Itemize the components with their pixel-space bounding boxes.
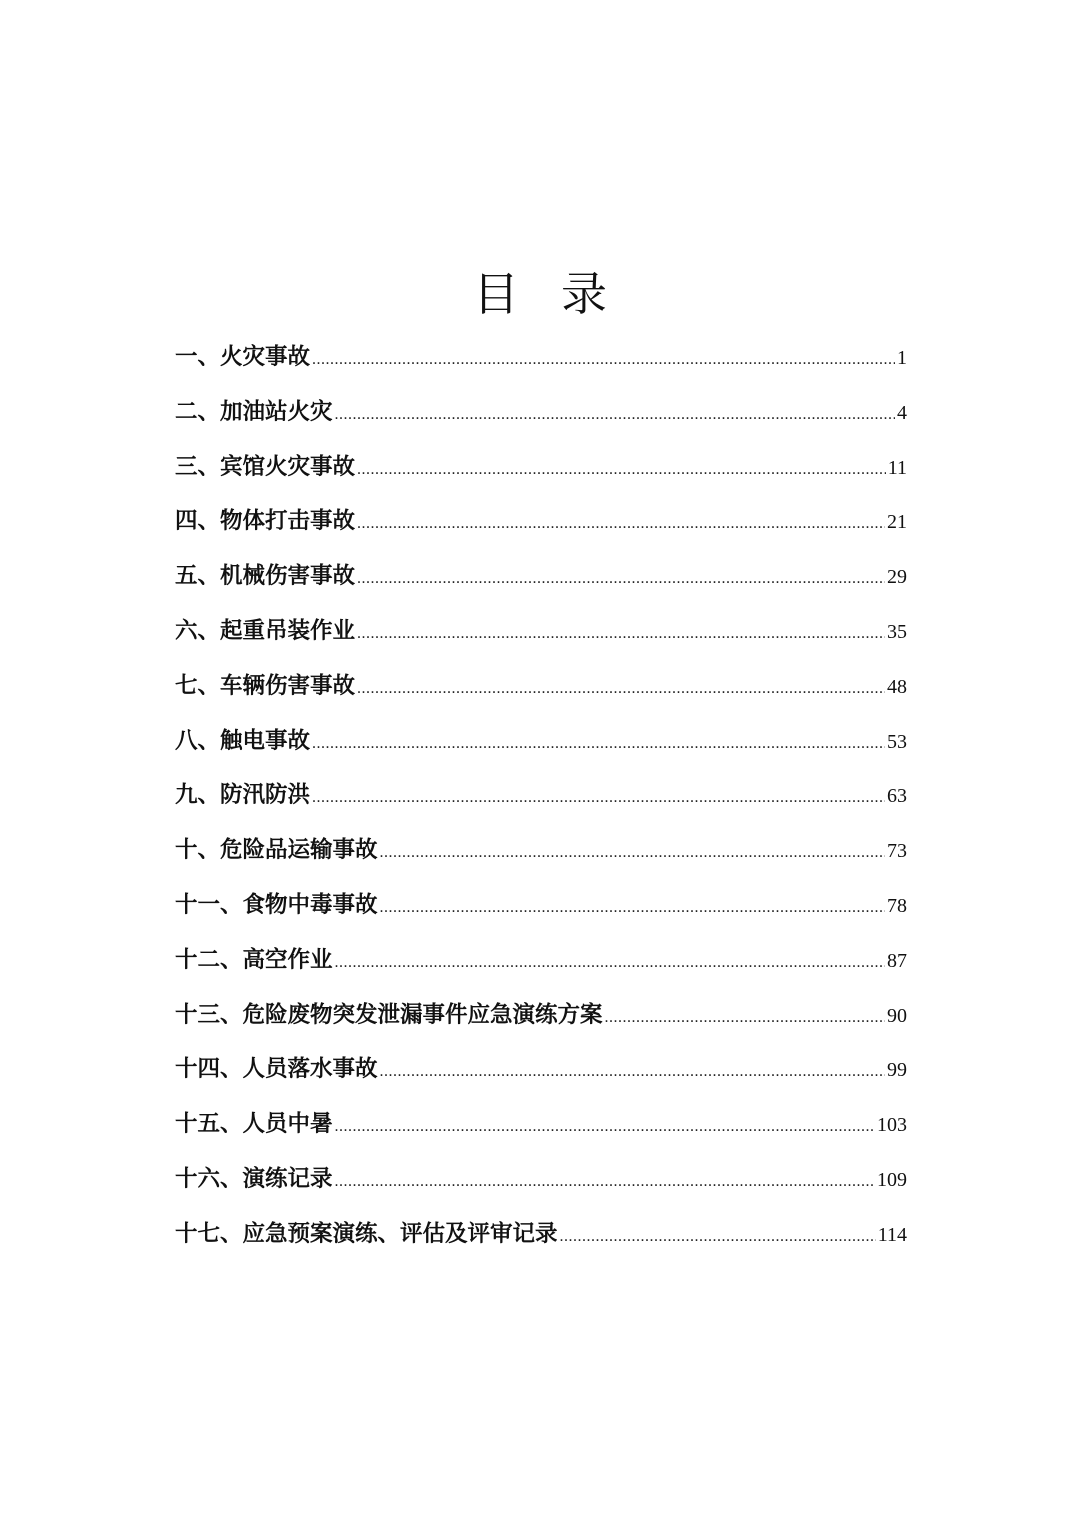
toc-entry-page-number: 35 (887, 620, 907, 643)
table-of-contents (175, 330, 907, 1262)
toc-entry-8[interactable] (175, 714, 907, 769)
toc-entry-page-number: 103 (877, 1114, 907, 1137)
dot-leader (357, 497, 885, 552)
toc-entry-1[interactable] (175, 330, 907, 385)
toc-entry-page-number: 99 (887, 1059, 907, 1082)
toc-entry-page-number: 1 (897, 347, 907, 369)
toc-entry-14[interactable] (175, 1042, 907, 1097)
dot-leader (380, 1045, 885, 1100)
toc-entry-label: 十、危险品运输事故 (175, 837, 378, 864)
toc-entry-page-number: 87 (887, 949, 907, 972)
dot-leader (357, 552, 885, 607)
toc-entry-page-number: 73 (887, 840, 907, 863)
dot-leader (335, 936, 885, 991)
toc-entry-11[interactable] (175, 878, 907, 933)
dot-leader (312, 771, 885, 826)
toc-entry-13[interactable] (175, 988, 907, 1043)
toc-entry-16[interactable] (175, 1152, 907, 1207)
toc-entry-label: 八、触电事故 (175, 727, 311, 754)
toc-entry-label: 十五、人员中暑 (175, 1111, 333, 1138)
toc-entry-17[interactable] (175, 1207, 907, 1262)
toc-entry-page-number: 78 (887, 894, 907, 917)
dot-leader (380, 881, 885, 936)
toc-entry-label: 四、物体打击事故 (175, 508, 356, 535)
toc-entry-page-number: 4 (897, 401, 907, 424)
toc-entry-page-number: 29 (887, 566, 907, 589)
toc-entry-7[interactable] (175, 659, 907, 714)
toc-entry-page-number: 63 (887, 785, 907, 808)
dot-leader (312, 717, 885, 772)
dot-leader (335, 1155, 875, 1210)
toc-entry-label: 十二、高空作业 (175, 946, 333, 973)
dot-leader (335, 388, 895, 443)
toc-entry-label: 一、火灾事故 (175, 344, 311, 370)
toc-entry-label: 二、加油站火灾 (175, 398, 333, 425)
toc-entry-label: 七、车辆伤害事故 (175, 672, 356, 699)
dot-leader (380, 826, 885, 881)
toc-entry-3[interactable] (175, 440, 907, 495)
toc-entry-label: 十七、应急预案演练、评估及评审记录 (175, 1220, 558, 1247)
dot-leader (335, 1100, 875, 1155)
toc-entry-10[interactable] (175, 823, 907, 878)
toc-entry-2[interactable] (175, 385, 907, 440)
toc-entry-label: 十一、食物中毒事故 (175, 891, 378, 918)
toc-entry-4[interactable] (175, 494, 907, 549)
dot-leader (560, 1210, 876, 1265)
toc-entry-6[interactable] (175, 604, 907, 659)
page-title: 目录 (473, 266, 649, 321)
toc-entry-12[interactable] (175, 933, 907, 988)
dot-leader (357, 607, 885, 662)
toc-entry-label: 五、机械伤害事故 (175, 563, 356, 590)
toc-entry-label: 十三、危险废物突发泄漏事件应急演练方案 (175, 1001, 603, 1028)
toc-entry-label: 十六、演练记录 (175, 1165, 333, 1192)
dot-leader (312, 333, 895, 388)
toc-entry-page-number: 11 (887, 456, 907, 479)
toc-entry-page-number: 114 (877, 1223, 907, 1246)
toc-entry-page-number: 21 (887, 511, 907, 534)
toc-entry-page-number: 90 (887, 1004, 907, 1027)
toc-entry-15[interactable] (175, 1097, 907, 1152)
dot-leader (605, 991, 885, 1046)
toc-entry-page-number: 48 (887, 675, 907, 698)
toc-entry-page-number: 53 (887, 730, 907, 753)
toc-entry-9[interactable] (175, 768, 907, 823)
dot-leader (357, 662, 885, 717)
toc-entry-label: 十四、人员落水事故 (175, 1056, 378, 1083)
toc-entry-label: 六、起重吊装作业 (175, 617, 356, 644)
toc-entry-page-number: 109 (877, 1168, 907, 1191)
toc-entry-5[interactable] (175, 549, 907, 604)
toc-entry-label: 三、宾馆火灾事故 (175, 453, 356, 480)
toc-entry-label: 九、防汛防洪 (175, 782, 311, 809)
dot-leader (357, 443, 886, 498)
